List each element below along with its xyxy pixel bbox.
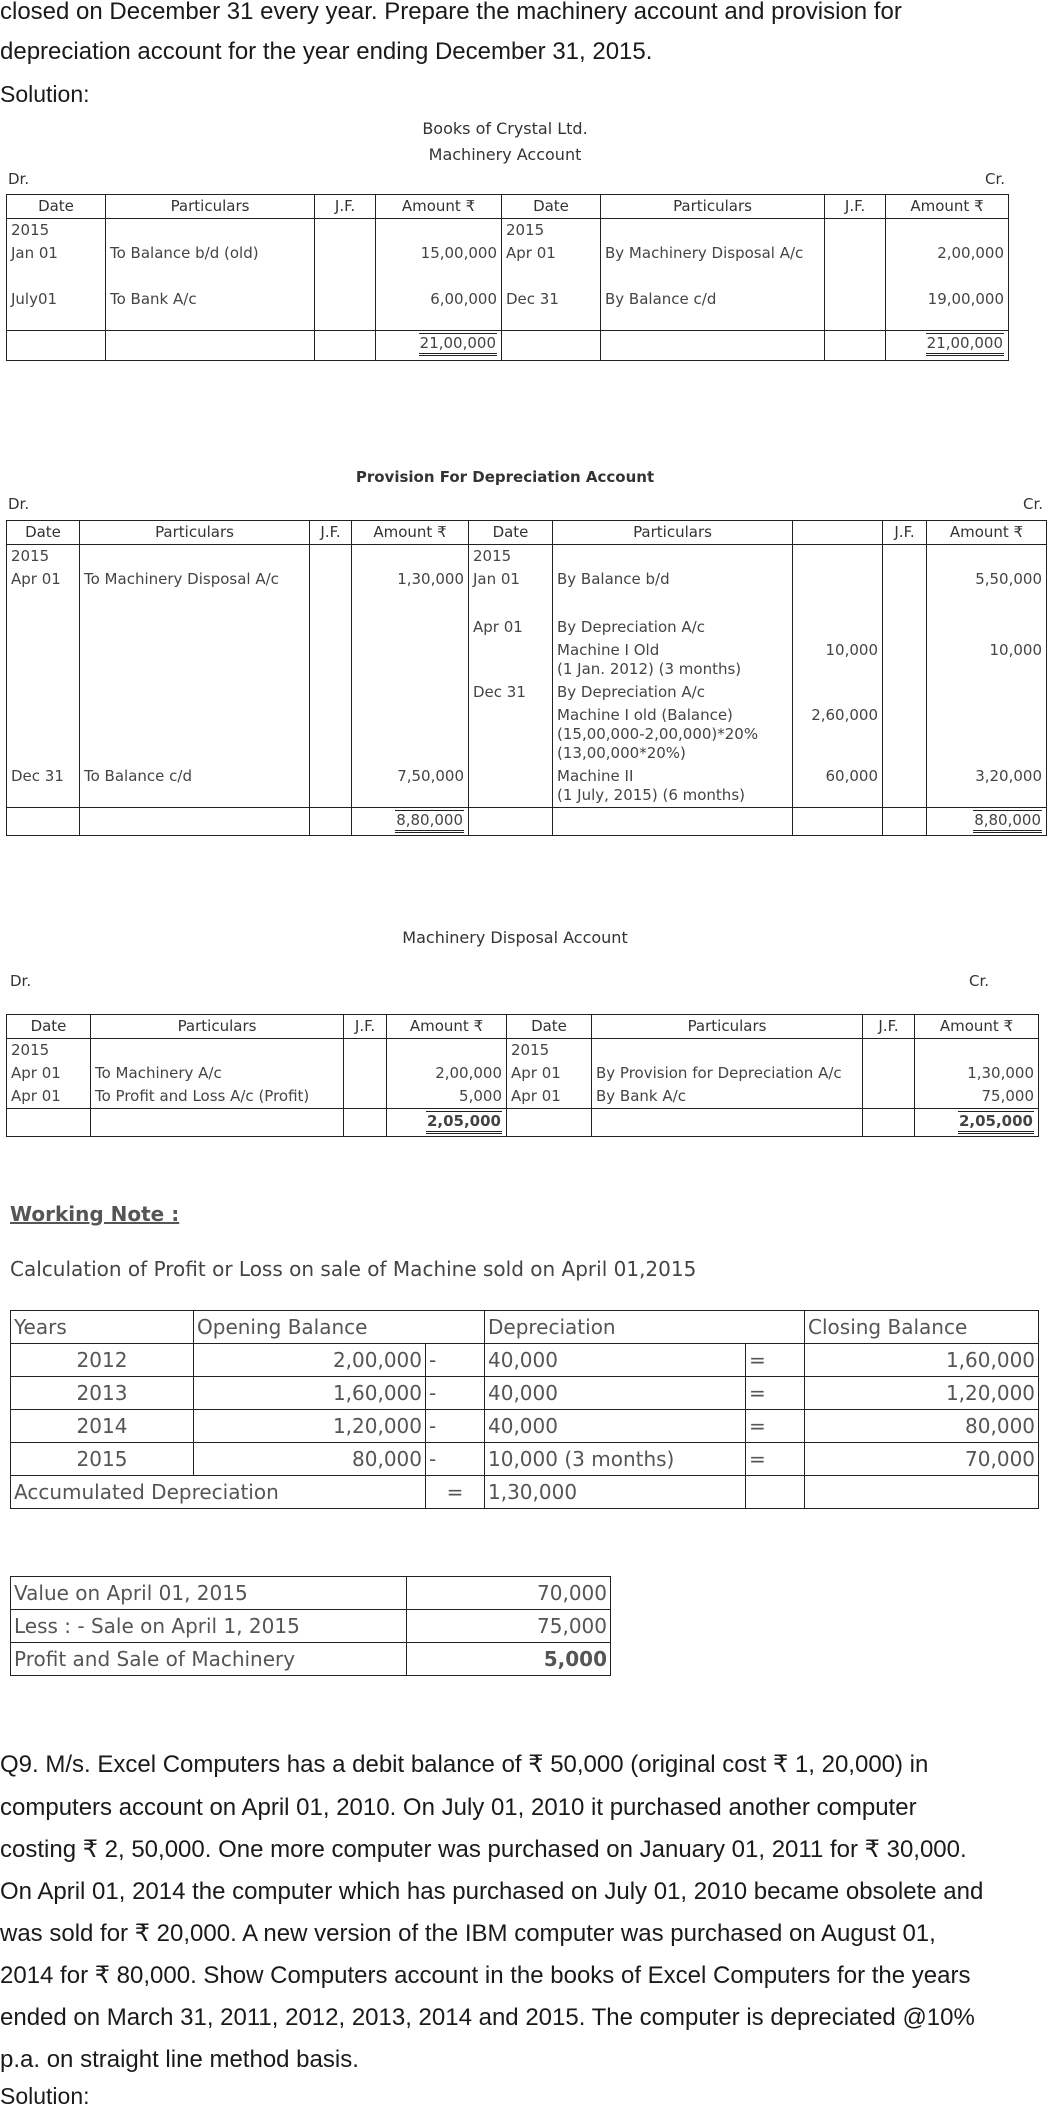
accumulated-label: Accumulated Depreciation [11, 1476, 426, 1509]
minus-cell: - [426, 1344, 485, 1377]
table-row [7, 1085, 1039, 1109]
col-jf: J.F. [825, 195, 886, 219]
depreciation-cell: 40,000 [485, 1344, 746, 1377]
disposal-account-table [6, 1014, 1039, 1137]
table-row [7, 288, 1009, 330]
date-cell: Apr 01 [7, 1085, 91, 1109]
depreciation-calculation-table [10, 1310, 1039, 1509]
disposal-title: Machinery Disposal Account [402, 928, 628, 947]
provision-title: Provision For Depreciation Account [355, 468, 655, 486]
header-row [7, 195, 1009, 219]
amount-cell: 19,00,000 [886, 288, 1009, 330]
year-cell: 2012 [11, 1344, 194, 1377]
working-note-heading: Working Note : [10, 1202, 180, 1226]
col-date: Date [469, 521, 553, 545]
date-cell: Dec 31 [469, 681, 553, 704]
table-row [7, 219, 1009, 243]
total-dr: 8,80,000 [395, 810, 464, 833]
col-amount: Amount ₹ [915, 1015, 1039, 1039]
amount-cell: 2,00,000 [387, 1062, 507, 1085]
col-jf: J.F. [315, 195, 376, 219]
total-cr: 21,00,000 [926, 333, 1004, 356]
dr-label: Dr. [8, 170, 30, 188]
machinery-title: Machinery Account [428, 145, 582, 164]
table-row [7, 681, 1047, 704]
table-row [7, 639, 1047, 681]
equals-cell: = [746, 1443, 805, 1476]
col-depreciation: Depreciation [485, 1311, 805, 1344]
date-cell: 2015 [7, 219, 106, 243]
amount-cell: 1,30,000 [915, 1062, 1039, 1085]
col-amount: Amount ₹ [886, 195, 1009, 219]
q9-line: 2014 for ₹ 80,000. Show Computers account in the books of Excel Computers for the years [0, 1962, 971, 1989]
dr-label: Dr. [8, 495, 30, 513]
date-cell: 2015 [502, 219, 601, 243]
amount-cell: 2,00,000 [886, 242, 1009, 288]
amount-cell: 7,50,000 [352, 765, 469, 808]
col-opening: Opening Balance [194, 1311, 485, 1344]
q9-line: costing ₹ 2, 50,000. One more computer was purchased on January 01, 2011 for ₹ 30,000. [0, 1836, 967, 1863]
inner-amount: 2,60,000 [793, 704, 883, 765]
col-jf: J.F. [310, 521, 352, 545]
dr-label: Dr. [10, 972, 32, 990]
machine-label: Machine II [557, 767, 634, 785]
value-label: Value on April 01, 2015 [11, 1577, 407, 1610]
table-row [7, 242, 1009, 288]
col-jf: J.F. [344, 1015, 387, 1039]
table-row [7, 545, 1047, 569]
total-cr: 8,80,000 [973, 810, 1042, 833]
particulars-cell: To Bank A/c [106, 288, 315, 330]
table-row [11, 1344, 1039, 1377]
date-cell: Dec 31 [502, 288, 601, 330]
col-amount: Amount ₹ [387, 1015, 507, 1039]
particulars-cell: By Balance c/d [601, 288, 825, 330]
col-date: Date [7, 1015, 91, 1039]
total-dr: 2,05,000 [426, 1111, 502, 1134]
particulars-cell: By Machinery Disposal A/c [601, 242, 825, 288]
col-years: Years [11, 1311, 194, 1344]
inner-amount: 10,000 [793, 639, 883, 681]
opening-cell: 2,00,000 [194, 1344, 426, 1377]
equals-cell: = [746, 1344, 805, 1377]
date-cell: Apr 01 [507, 1085, 592, 1109]
date-cell: Dec 31 [7, 765, 80, 808]
col-particulars: Particulars [91, 1015, 344, 1039]
col-jf: J.F. [863, 1015, 915, 1039]
depreciation-cell: 40,000 [485, 1410, 746, 1443]
q9-line: was sold for ₹ 20,000. A new version of the IBM computer was purchased on August 01, [0, 1920, 936, 1947]
accumulated-row [11, 1476, 1039, 1509]
table-row [11, 1377, 1039, 1410]
q9-line: computers account on April 01, 2010. On July 01, 2010 it purchased another computer [0, 1794, 917, 1821]
col-amount: Amount ₹ [927, 521, 1047, 545]
intro-line-1: closed on December 31 every year. Prepare the machinery account and provision for [0, 0, 902, 25]
value-cell: 70,000 [407, 1577, 611, 1610]
col-date: Date [507, 1015, 592, 1039]
cr-label: Cr. [969, 972, 990, 990]
header-row [7, 521, 1047, 545]
table-row [7, 1062, 1039, 1085]
col-jf: J.F. [883, 521, 927, 545]
date-cell: Jan 01 [7, 242, 106, 288]
particulars-cell: By Balance b/d [553, 568, 793, 616]
col-amount: Amount ₹ [352, 521, 469, 545]
header-row [11, 1311, 1039, 1344]
cr-label: Cr. [1023, 495, 1044, 513]
solution-label: Solution: [0, 81, 90, 107]
particulars-cell: To Machinery Disposal A/c [80, 568, 310, 616]
amount-cell: 6,00,000 [376, 288, 502, 330]
value-label: Profit and Sale of Machinery [11, 1643, 407, 1676]
col-date: Date [7, 195, 106, 219]
machine-note: (1 Jan. 2012) (3 months) [557, 660, 742, 678]
date-cell: 2015 [7, 545, 80, 569]
cr-label: Cr. [985, 170, 1006, 188]
particulars-cell: By Depreciation A/c [553, 616, 793, 639]
amount-cell: 10,000 [927, 639, 1047, 681]
closing-cell: 1,20,000 [805, 1377, 1039, 1410]
total-row [7, 1109, 1039, 1137]
closing-cell: 70,000 [805, 1443, 1039, 1476]
total-row [7, 330, 1009, 360]
opening-cell: 1,60,000 [194, 1377, 426, 1410]
amount-cell: 1,30,000 [352, 568, 469, 616]
intro-line-2: depreciation account for the year ending December 31, 2015. [0, 38, 653, 65]
opening-cell: 1,20,000 [194, 1410, 426, 1443]
solution-label: Solution: [0, 2083, 90, 2109]
value-label: Less : - Sale on April 1, 2015 [11, 1610, 407, 1643]
col-particulars: Particulars [601, 195, 825, 219]
closing-cell: 80,000 [805, 1410, 1039, 1443]
provision-account-table [6, 520, 1047, 836]
minus-cell: - [426, 1377, 485, 1410]
equals-cell: = [746, 1410, 805, 1443]
date-cell: Apr 01 [502, 242, 601, 288]
table-row [11, 1643, 611, 1676]
equals-cell: = [746, 1377, 805, 1410]
amount-cell: 75,000 [915, 1085, 1039, 1109]
header-row [7, 1015, 1039, 1039]
minus-cell: - [426, 1410, 485, 1443]
total-cr: 2,05,000 [958, 1111, 1034, 1134]
total-row [7, 808, 1047, 836]
year-cell: 2013 [11, 1377, 194, 1410]
date-cell: 2015 [507, 1039, 592, 1063]
amount-cell: 5,000 [387, 1085, 507, 1109]
col-amount: Amount ₹ [376, 195, 502, 219]
value-cell: 75,000 [407, 1610, 611, 1643]
q9-line: On April 01, 2014 the computer which has purchased on July 01, 2010 became obsolete and [0, 1878, 984, 1905]
table-row [11, 1610, 611, 1643]
total-dr: 21,00,000 [419, 333, 497, 356]
amount-cell: 15,00,000 [376, 242, 502, 288]
machine-note: (13,00,000*20%) [557, 744, 686, 762]
particulars-cell: To Profit and Loss A/c (Profit) [91, 1085, 344, 1109]
particulars-cell: By Provision for Depreciation A/c [592, 1062, 863, 1085]
particulars-cell: To Balance b/d (old) [106, 242, 315, 288]
opening-cell: 80,000 [194, 1443, 426, 1476]
table-row [7, 1039, 1039, 1063]
q9-line: ended on March 31, 2011, 2012, 2013, 2014 and 2015. The computer is depreciated @10% [0, 2004, 975, 2031]
particulars-cell: By Depreciation A/c [553, 681, 793, 704]
col-date: Date [7, 521, 80, 545]
particulars-cell: To Machinery A/c [91, 1062, 344, 1085]
amount-cell: 3,20,000 [927, 765, 1047, 808]
books-title: Books of Crystal Ltd. [422, 119, 588, 138]
col-particulars: Particulars [553, 521, 793, 545]
table-row [7, 704, 1047, 765]
date-cell: July01 [7, 288, 106, 330]
date-cell: Apr 01 [469, 616, 553, 639]
machine-note: (1 July, 2015) (6 months) [557, 786, 745, 804]
machine-label: Machine I Old [557, 641, 660, 659]
date-cell: Apr 01 [7, 568, 80, 616]
closing-cell: 1,60,000 [805, 1344, 1039, 1377]
table-row [7, 616, 1047, 639]
table-row [11, 1443, 1039, 1476]
col-particulars: Particulars [80, 521, 310, 545]
equals-cell: = [426, 1476, 485, 1509]
table-row [11, 1410, 1039, 1443]
table-row [7, 568, 1047, 616]
year-cell: 2015 [11, 1443, 194, 1476]
minus-cell: - [426, 1443, 485, 1476]
value-cell: 5,000 [407, 1643, 611, 1676]
table-row [7, 765, 1047, 808]
working-note-subheading: Calculation of Profit or Loss on sale of Machine sold on April 01,2015 [10, 1257, 697, 1281]
q9-line: Q9. M/s. Excel Computers has a debit balance of ₹ 50,000 (original cost ₹ 1, 20,000) in [0, 1751, 929, 1778]
particulars-cell: By Bank A/c [592, 1085, 863, 1109]
date-cell: Apr 01 [507, 1062, 592, 1085]
col-closing: Closing Balance [805, 1311, 1039, 1344]
date-cell: Apr 01 [7, 1062, 91, 1085]
depreciation-cell: 10,000 (3 months) [485, 1443, 746, 1476]
q9-line: p.a. on straight line method basis. [0, 2046, 359, 2073]
amount-cell: 5,50,000 [927, 568, 1047, 616]
col-particulars: Particulars [592, 1015, 863, 1039]
date-cell: 2015 [469, 545, 553, 569]
col-particulars: Particulars [106, 195, 315, 219]
particulars-cell: To Balance c/d [80, 765, 310, 808]
depreciation-cell: 40,000 [485, 1377, 746, 1410]
profit-calculation-table [10, 1576, 611, 1676]
col-date: Date [502, 195, 601, 219]
date-cell: 2015 [7, 1039, 91, 1063]
inner-amount: 60,000 [793, 765, 883, 808]
machinery-account-table [6, 194, 1009, 361]
table-row [11, 1577, 611, 1610]
year-cell: 2014 [11, 1410, 194, 1443]
machine-label: Machine I old (Balance) [557, 706, 733, 724]
machine-note: (15,00,000-2,00,000)*20% [557, 725, 759, 743]
date-cell: Jan 01 [469, 568, 553, 616]
accumulated-value: 1,30,000 [485, 1476, 746, 1509]
